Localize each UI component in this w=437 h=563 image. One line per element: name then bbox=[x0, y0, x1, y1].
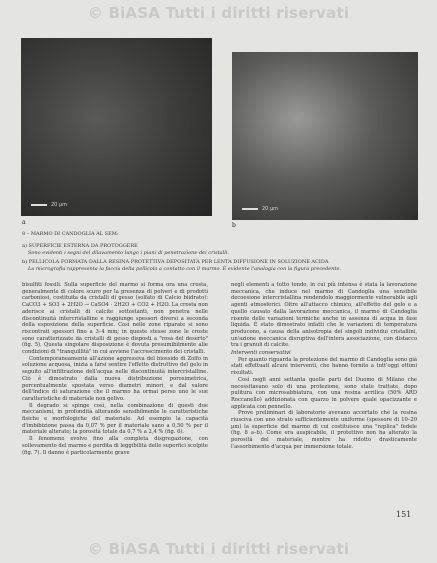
left-paragraph-2: Contemporaneamente all'azione aggressiva del biossido di Zolfo in soluzione acquosa, inizia a farsi sentire l'effetto distruttivo del gelo in seguito all'infiltrazione dell'acqua nelle discontinuità intercristalline. Ciò è dimostrato dalla nuova distribuzione porosimetrica, percentualmente spostata verso diametri minori, e dal valore dell'indice di saturazione che il marmo ha ormai perso uno le sue caratteristiche di materiale non gelivo. bbox=[22, 355, 208, 402]
section-heading: Interventi conservativi bbox=[231, 350, 291, 357]
text-column-right bbox=[231, 282, 417, 451]
text-column-left bbox=[22, 282, 208, 456]
caption-a-title: a) SUPERFICIE ESTERNA DA PROTOGGERE bbox=[22, 243, 138, 249]
scale-label-b: 20 µm bbox=[262, 206, 279, 212]
watermark-bottom: © BiASA Tutti i diritti riservati bbox=[87, 540, 350, 558]
scale-bar-a bbox=[31, 202, 67, 208]
caption-a-text: Sono evidenti i segni del dilavamento lungo i piani di penetrazione dei cristalli. bbox=[28, 250, 230, 256]
micrograph-a bbox=[21, 38, 212, 216]
caption-b-title: b) PELLICOLA FORMATA DALLA RESINA PROTETTIVA DEPOSITATA PER LENTA DIFFUSIONE IN SOLUZIONE ACIDA bbox=[22, 259, 329, 265]
caption-main: 8 – MARMO DI CANDOGLIA AL SEM: bbox=[22, 231, 119, 237]
page-number: 151 bbox=[396, 510, 412, 519]
scale-bar-b bbox=[242, 206, 278, 212]
scale-label-a: 20 µm bbox=[51, 202, 68, 208]
left-paragraph-3: Il degrado si spinge così, nella combinazione di questi due meccanismi, in profondità alterando sensibilmente le caratteristiche fisiche e morfologiche del materiale. Ad esempio la capacità d'imbibizione passa da 0,07 % per il materiale sano a 0,50 % per il materiale alterato; la porosità totale da 0,7 % a 2,4 % (fig. 6). bbox=[22, 402, 208, 436]
right-paragraph-2: Per quanto riguarda la protezione del marmo di Candoglia sono già stati effettuati alcuni interventi, che hanno fornito a tutt'oggi ottimi risultati. bbox=[231, 356, 417, 377]
micrograph-b bbox=[232, 52, 418, 220]
left-paragraph-1: bisulfiti fossili. Sulla superficie del marmo si forma ora una crosta, generalmente di colore scuro per la presenza di polveri e di prodotti carboniosi, costituita da cristalli di gesso (solfato di Calcio biidrato): CaCO3 + SO3 + 2H2O → CaSO4 · 2H2O + CO2 + H2O. La crosta non aderisce ai cristalli di calcite sottostanti, non penetra nelle discontinuità intercristalline e raggiunge spessori diversi a seconda della esposizione della superficie. Così nelle zone riparate si sono riscontrati spessori fino a 3–4 mm; in queste stesse zone le croste sono caratterizzate da cristalli di gesso disposti a "rosa del deserto" (fig. 5). Questa singolare disposizione è dovuta presumibilmente alle condizioni di "tranquillità" in cui avviene l'accrescimento dei cristalli. bbox=[22, 282, 208, 356]
left-paragraph-4: Il fenomeno evolve fino alla completa disgregazione, con sollevamento del marmo e perdita di leggibilità delle superfici scolpite (fig. 7). Il danno è particolarmente grave bbox=[22, 436, 208, 456]
right-paragraph-1: negli elementi a tutto tondo, in cui più intensa è stata la lavorazione meccanica, che induce nel marmo di Candoglia una sensibile decoesione intercristallina rendendolo maggiormente vulnerabile agli agenti atmosferici. Oltre all'attacco chimico, all'effetto del gelo e a quello causato dalla lavorazione meccanica, il marmo di Candoglia risente delle variazioni termiche anche in assenza di acqua in fase liquida. È stato dimostrato infatti che le variazioni di temperatura producono, a causa della anisotropia dei singoli individui cristallini, un'azione meccanica disruptiva dell'intera associazione, con distacco tra i granuli di calcite. bbox=[231, 282, 417, 349]
figure-label-b: b bbox=[232, 222, 236, 229]
caption-b-text: La micrografia rappresenta la faccia della pellicola a contatto con il marmo. È evidente l'analogia con la figura precedente. bbox=[28, 266, 342, 272]
right-paragraph-4: Prove preliminari di laboratorio avevano accertato che la resina riusciva con uno strato sufficientemente uniforme (spessore di 10–20 µm) la superficie del marmo di cui costituisce una "replica" fedele (fig. 8 a–b). Come era auspicabile, il protettivo non ha alterato la porosità del materiale, mentre ha ridotto drasticamente l'assorbimento d'acqua per immersione totale. bbox=[231, 410, 417, 450]
right-paragraph-3: Così negli anni settanta quelle parti del Duomo di Milano che necessitavano solo di una protezione, sono state trattate, dopo pulitura con microsabbiatura, con una resina acrilica (50% ARD Roccanello) addizionata con quarzo in polvere quale opacizzante e applicata con pennello. bbox=[231, 376, 417, 410]
watermark-top: © BiASA Tutti i diritti riservati bbox=[87, 4, 350, 22]
figure-label-a: a bbox=[22, 219, 26, 226]
